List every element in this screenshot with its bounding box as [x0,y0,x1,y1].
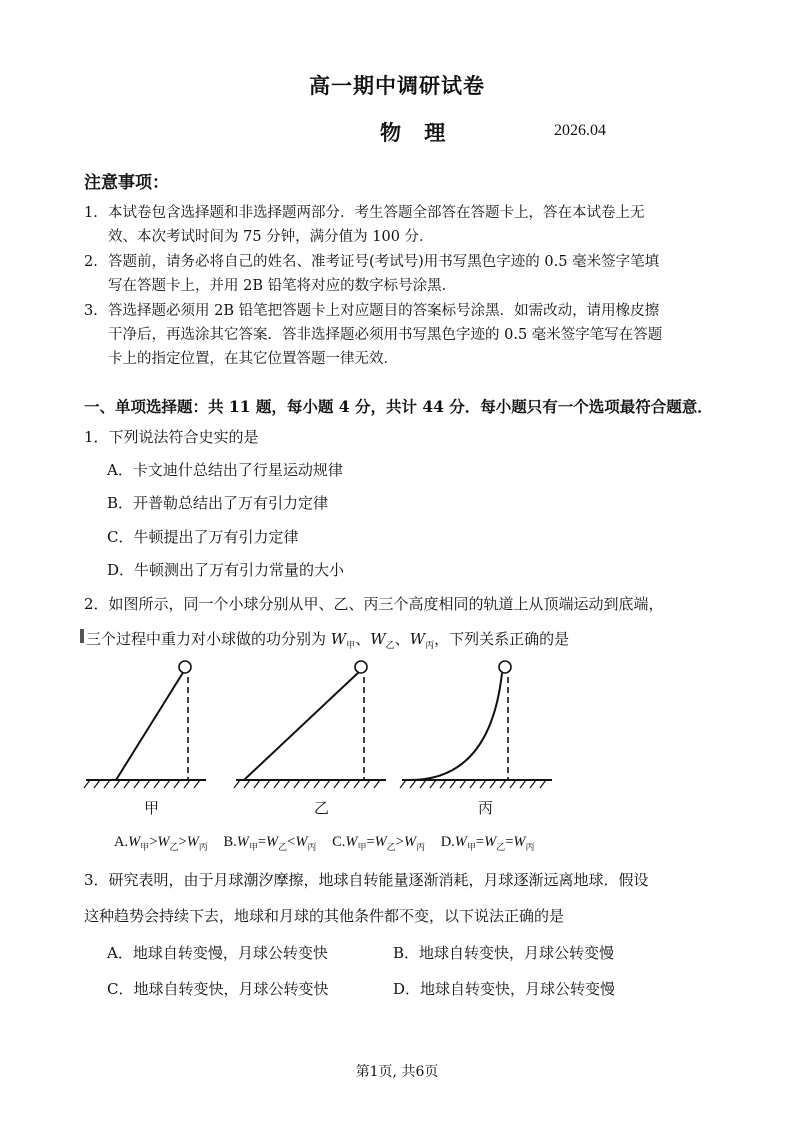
notice-item-2: 2. 答题前，请务必将自己的姓名、准考证号(考试号)用书写黑色字迹的 0.5 毫米签字笔填 写在答题卡上，并用 2B 铅笔将对应的数字标号涂黑． [84,254,660,294]
exam-date: 2026.04 [554,122,606,139]
question-1-stem: 1．下列说法符合史实的是 [84,428,259,446]
page-number: 第1页, 共6页 [355,1064,439,1080]
question-1-option-b: B．开普勒总结出了万有引力定律 [107,494,329,512]
question-3-option-b: B．地球自转变快，月球公转变慢 [393,944,615,962]
question-2-option-c: $C.W_甲=W_乙>W_丙$ [332,834,426,852]
question-2-option-b: $B.W_甲=W_乙<W_丙$ [223,834,317,852]
ball-bing [499,661,511,673]
question-2-option-a: $A.W_甲>W_乙>W_丙$ [114,834,208,852]
track-diagram [80,655,640,795]
question-3-option-a: A．地球自转变慢，月球公转变快 [107,944,328,962]
ball-yi [355,661,367,673]
track-yi [234,661,386,788]
question-3-stem-line1: 3．研究表明，由于月球潮汐摩擦，地球自转能量逐渐消耗，月球逐渐远离地球．假设 [84,871,649,889]
notice-item-1: 1. 本试卷包含选择题和非选择题两部分．考生答题全部答在答题卡上，答在本试卷上无 效、本次考试时间为 75 分钟，满分值为 100 分． [84,205,645,245]
diagram-label-yi: 乙 [314,799,330,817]
question-2-stem-line1: 2．如图所示，同一个小球分别从甲、乙、丙三个高度相同的轨道上从顶端运动到底端， [84,595,664,613]
section-heading: 一、单项选择题：共 11 题，每小题 4 分，共计 44 分．每小题只有一个选项最符合题意． [84,397,713,416]
scan-mark [80,629,84,643]
question-1-option-d: D．牛顿测出了万有引力常量的大小 [107,561,345,579]
question-1-option-c: C．牛顿提出了万有引力定律 [107,528,299,546]
exam-title: 高一期中调研试卷 [309,73,485,98]
question-2-options [114,834,547,853]
question-2-option-d: $D.W_甲=W_乙=W_丙$ [440,834,535,852]
subject-name: 物 理 [380,120,454,145]
question-3-stem-line2: 这种趋势会持续下去，地球和月球的其他条件都不变，以下说法正确的是 [84,907,565,925]
question-3-option-d: D．地球自转变快，月球公转变慢 [393,980,616,998]
ball-jia [179,661,191,673]
question-1-option-a: A．卡文迪什总结出了行星运动规律 [107,461,343,479]
diagram-label-bing: 丙 [478,799,494,817]
notice-heading: 注意事项： [84,173,169,193]
track-bing [400,661,552,788]
question-2-stem-line2: 三个过程中重力对小球做的功分别为 $W_甲$、$W_乙$、$W_丙$，下列关系正确的是 [86,630,570,651]
track-jia [84,661,206,788]
diagram-label-jia: 甲 [144,799,160,817]
notice-item-3: 3. 答选择题必须用 2B 铅笔把答题卡上对应题目的答案标号涂黑．如需改动，请用橡皮擦 干净后，再选涂其它答案．答非选择题必须用书写黑色字迹的 0.5 毫米签字笔写在答题 卡上的指定位置，在其它位置答题一律无效． [84,303,663,367]
question-3-option-c: C．地球自转变快，月球公转变快 [107,980,329,998]
